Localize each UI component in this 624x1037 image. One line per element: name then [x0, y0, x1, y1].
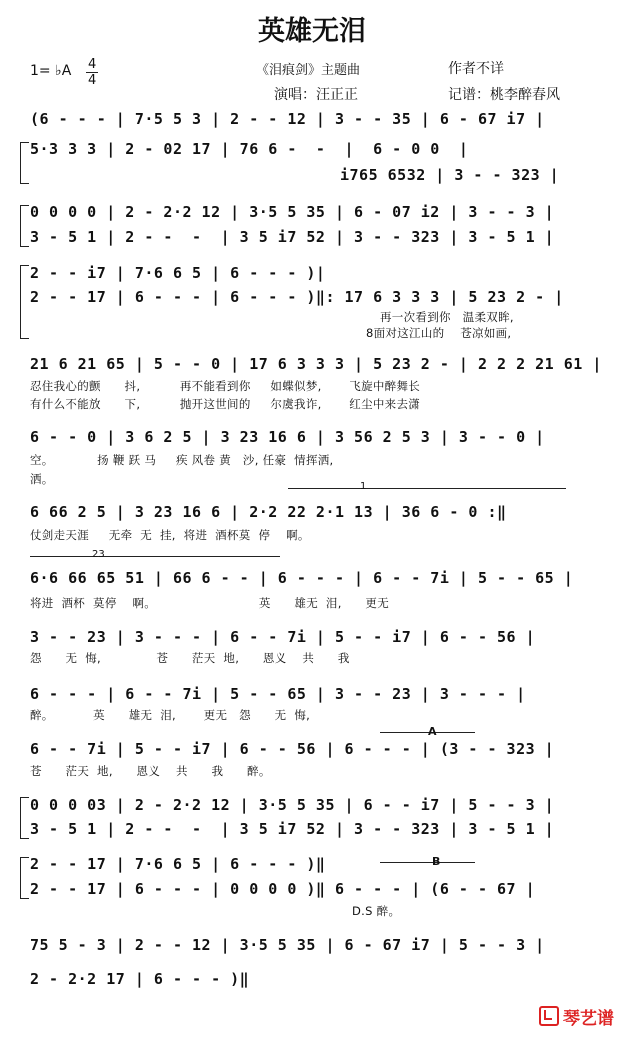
score-row-1: (6 - - - | 7·5 5 3 | 2 - - 12 | 3 - - 35 | 6 - 67 i7 |: [30, 110, 545, 128]
score-row-2-lower: i765 6532 | 3 - - 323 |: [340, 166, 560, 184]
volta-1-line: [288, 488, 566, 489]
score-row-12-upper: 0 0 0 03 | 2 - 2·2 12 | 3·5 5 35 | 6 - - i7 | 5 - - 3 |: [30, 796, 555, 814]
score-row-8: 6·6 66 65 51 | 66 6 - - | 6 - - - | 6 - - 7i | 5 - - 65 |: [30, 569, 574, 587]
singer: 演唱：汪正正: [274, 87, 358, 103]
lyrics-row-11: 苍 茫天 地, 恩义 共 我 醉。: [30, 764, 271, 778]
lyrics-row-13: D.S 醉。: [352, 904, 401, 918]
score-row-14: 75 5 - 3 | 2 - - 12 | 3·5 5 35 | 6 - 67 i7 | 5 - - 3 |: [30, 936, 545, 954]
song-title: 英雄无泪: [258, 16, 366, 47]
transcriber: 记谱：桃李醉春风: [448, 87, 560, 103]
system-bracket: [20, 857, 29, 899]
lyrics-row-10: 醉。 英 雄无 泪, 更无 怨 无 悔,: [30, 708, 311, 722]
lyrics-row-8: 将进 酒杯 莫停 啊。 英 雄无 泪, 更无: [30, 596, 390, 610]
volta-23-label: 23: [92, 549, 105, 560]
score-row-13-lower: 2 - - 17 | 6 - - - | 0 0 0 0 )‖ 6 - - - | (6 - - 67 |: [30, 880, 536, 898]
score-row-5: 21 6 21 65 | 5 - - 0 | 17 6 3 3 3 | 5 23 2 - | 2 2 2 21 61 |: [30, 355, 602, 373]
score-row-7: 6 66 2 5 | 3 23 16 6 | 2·2 22 2·1 13 | 36 6 - 0 :‖: [30, 503, 507, 521]
time-signature-top: 4: [88, 57, 97, 72]
composer: 作者不详: [448, 61, 504, 77]
score-row-10: 6 - - - | 6 - - 7i | 5 - - 65 | 3 - - 23 | 3 - - - |: [30, 685, 526, 703]
subtitle: 《泪痕剑》主题曲: [256, 63, 361, 78]
score-row-11: 6 - - 7i | 5 - - i7 | 6 - - 56 | 6 - - - | (3 - - 323 |: [30, 740, 555, 758]
lyrics-row-4-verse-1: 再一次看到你 温柔双眸,: [380, 310, 514, 324]
system-bracket: [20, 142, 29, 184]
lyrics-row-9: 怨 无 悔, 苍 茫天 地, 恩义 共 我: [30, 651, 350, 665]
score-row-6: 6 - - 0 | 3 6 2 5 | 3 23 16 6 | 3 56 2 5 3 | 3 - - 0 |: [30, 428, 545, 446]
score-row-4-lower: 2 - - 17 | 6 - - - | 6 - - - )‖: 17 6 3 3 3 | 5 23 2 - |: [30, 288, 564, 306]
score-row-3-lower: 3 - 5 1 | 2 - - - | 3 5 i7 52 | 3 - - 323 | 3 - 5 1 |: [30, 228, 555, 246]
system-bracket: [20, 205, 29, 247]
time-signature-bottom: 4: [88, 73, 97, 88]
score-row-9: 3 - - 23 | 3 - - - | 6 - - 7i | 5 - - i7 | 6 - - 56 |: [30, 628, 536, 646]
segment-b-line: [380, 862, 475, 863]
lyrics-row-6-verse-2: 洒。: [30, 472, 54, 486]
lyrics-row-4-verse-2: 8面对这江山的 苍凉如画,: [366, 326, 512, 340]
score-row-3-upper: 0 0 0 0 | 2 - 2·2 12 | 3·5 5 35 | 6 - 07 i2 | 3 - - 3 |: [30, 203, 555, 221]
volta-1-label: 1: [360, 481, 367, 492]
score-row-13-upper: 2 - - 17 | 7·6 6 5 | 6 - - - )‖: [30, 855, 326, 873]
score-row-15: 2 - 2·2 17 | 6 - - - )‖: [30, 970, 250, 988]
score-row-12-lower: 3 - 5 1 | 2 - - - | 3 5 i7 52 | 3 - - 323 | 3 - 5 1 |: [30, 820, 555, 838]
lyrics-row-7: 仗剑走天涯 无牵 无 挂, 将进 酒杯莫 停 啊。: [30, 528, 310, 542]
score-row-4-upper: 2 - - i7 | 7·6 6 5 | 6 - - - )|: [30, 264, 326, 282]
key-signature: 1= ♭A: [30, 63, 72, 79]
score-row-2-upper: 5·3 3 3 | 2 - 02 17 | 76 6 - - | 6 - 0 0 |: [30, 140, 469, 158]
lyrics-row-5-verse-1: 忍住我心的颤 抖, 再不能看到你 如蝶似梦, 飞旋中醉舞长: [30, 379, 421, 393]
lyrics-row-6-verse-1: 空。 扬 鞭 跃 马 疾 风卷 黄 沙, 任豪 情挥洒,: [30, 453, 334, 467]
watermark-text: 琴艺谱: [563, 1009, 614, 1029]
volta-23-line: [30, 556, 280, 557]
system-bracket: [20, 265, 29, 339]
segment-a-label: A: [428, 725, 437, 738]
qinyipu-logo-icon: [539, 1006, 559, 1026]
segment-b-label: B: [432, 855, 441, 868]
lyrics-row-5-verse-2: 有什么不能放 下, 抛开这世间的 尔虞我诈, 红尘中来去潇: [30, 397, 421, 411]
watermark: [539, 1004, 614, 1029]
system-bracket: [20, 797, 29, 839]
